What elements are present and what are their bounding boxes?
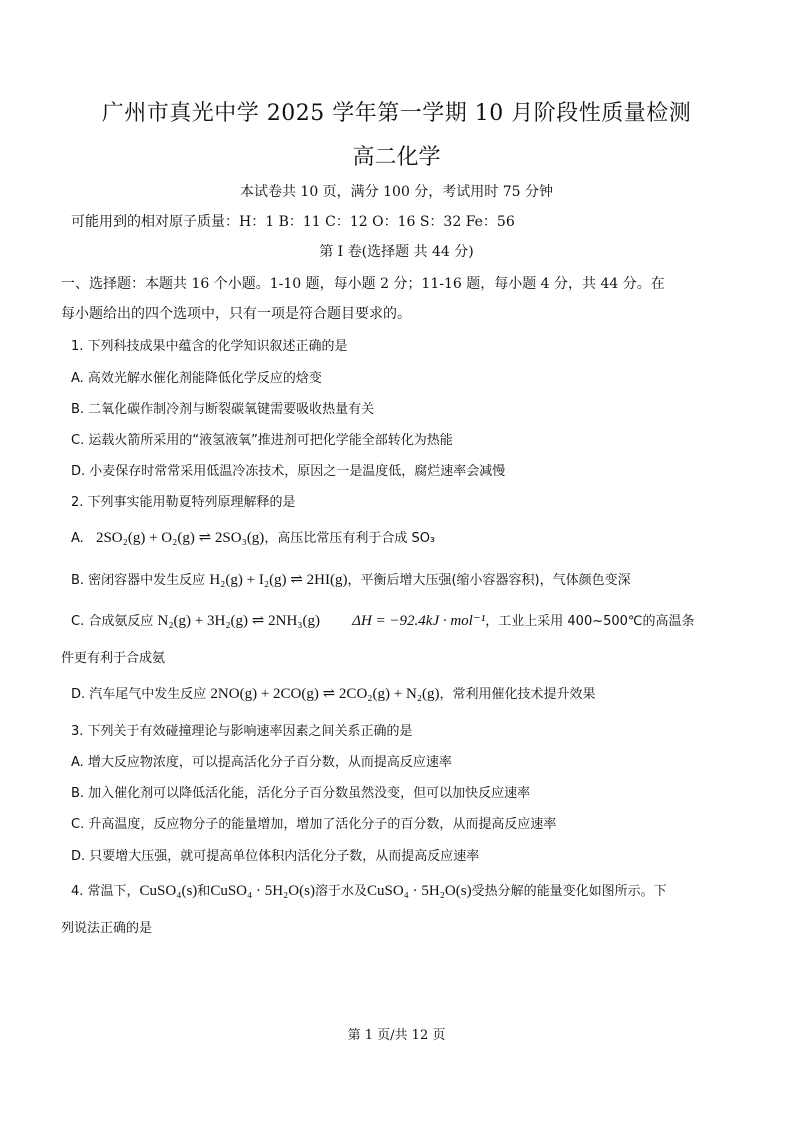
section-heading: 第 I 卷(选择题 共 44 分) <box>319 244 474 260</box>
option-text: ，平衡后增大压强(缩小容器容积)，气体颜色变深 <box>347 573 631 588</box>
q2-option-d <box>71 683 733 703</box>
q3-option-a: A. 增大反应物浓度，可以提高活化分子百分数，从而提高反应速率 <box>71 755 452 770</box>
equation: 2NO(g) + 2CO(g) ⇌ 2CO₂(g) + N₂(g) <box>210 686 440 702</box>
q4-stem-cont: 列说法正确的是 <box>61 921 153 936</box>
equation: N₂(g) + 3H₂(g) ⇌ 2NH₃(g) <box>157 613 321 629</box>
page-number: 第 1 页/共 12 页 <box>347 1028 446 1043</box>
enthalpy: ΔH = −92.4kJ · mol⁻¹ <box>352 613 486 629</box>
q2-option-c <box>71 610 733 630</box>
q1-option-a: A. 高效光解水催化剂能降低化学反应的焓变 <box>71 371 322 386</box>
section-instructions-2: 每小题给出的四个选项中，只有一项是符合题目要求的。 <box>61 306 411 322</box>
q3-option-d: D. 只要增大压强，就可提高单位体积内活化分子数，从而提高反应速率 <box>71 849 480 864</box>
equation: CuSO₄(s) <box>139 883 198 899</box>
option-text: ，常利用催化技术提升效果 <box>439 687 596 702</box>
q1-stem: 1. 下列科技成果中蕴含的化学知识叙述正确的是 <box>71 339 348 354</box>
q4-intro: 4. 常温下， <box>71 884 140 899</box>
equation: 2SO₂(g) + O₂(g) ⇌ 2SO₃(g) <box>95 530 265 546</box>
q2-option-a <box>71 527 733 547</box>
option-label: C. 合成氨反应 <box>71 614 154 629</box>
atomic-masses: 可能用到的相对原子质量：H：1 B：11 C：12 O：16 S：32 Fe：56 <box>71 214 515 230</box>
equation: H₂(g) + I₂(g) ⇌ 2HI(g) <box>209 572 348 588</box>
option-text: ，高压比常压有利于合成 SO₃ <box>264 531 436 546</box>
section-instructions-1: 一、选择题：本题共 16 个小题。1-10 题，每小题 2 分；11-16 题，每小题 4 分，共 44 分。在 <box>61 276 665 292</box>
exam-title: 广州市真光中学 2025 学年第一学期 10 月阶段性质量检测 <box>101 101 692 126</box>
q1-option-d: D. 小麦保存时常常采用低温冷冻技术，原因之一是温度低，腐烂速率会减慢 <box>71 464 506 479</box>
q4-mid: 溶于水及 <box>314 884 367 899</box>
option-text: ，工业上采用 400~500℃的高温条 <box>485 614 695 629</box>
q4-and: 和 <box>197 884 211 899</box>
q3-option-c: C. 升高温度，反应物分子的能量增加，增加了活化分子的百分数，从而提高反应速率 <box>71 817 557 832</box>
option-label: D. 汽车尾气中发生反应 <box>71 687 207 702</box>
q1-option-b: B. 二氧化碳作制冷剂与断裂碳氧键需要吸收热量有关 <box>71 402 375 417</box>
q2-option-c-cont: 件更有利于合成氨 <box>61 651 166 666</box>
subject-title: 高二化学 <box>352 145 441 170</box>
option-label: B. 密闭容器中发生反应 <box>71 573 206 588</box>
q1-option-c: C. 运载火箭所采用的“液氢液氧”推进剂可把化学能全部转化为热能 <box>71 433 453 448</box>
equation: CuSO₄ · 5H₂O(s) <box>366 883 472 899</box>
exam-info: 本试卷共 10 页，满分 100 分，考试用时 75 分钟 <box>239 184 554 200</box>
q2-stem: 2. 下列事实能用勒夏特列原理解释的是 <box>71 495 296 510</box>
q3-option-b: B. 加入催化剂可以降低活化能，活化分子百分数虽然没变，但可以加快反应速率 <box>71 786 531 801</box>
equation: CuSO₄ · 5H₂O(s) <box>210 883 315 899</box>
q3-stem: 3. 下列关于有效碰撞理论与影响速率因素之间关系正确的是 <box>71 724 413 739</box>
option-label: A. <box>71 531 84 546</box>
q2-option-b <box>71 569 733 589</box>
q4-stem <box>71 880 733 900</box>
q4-tail: 受热分解的能量变化如图所示。下 <box>471 884 667 899</box>
